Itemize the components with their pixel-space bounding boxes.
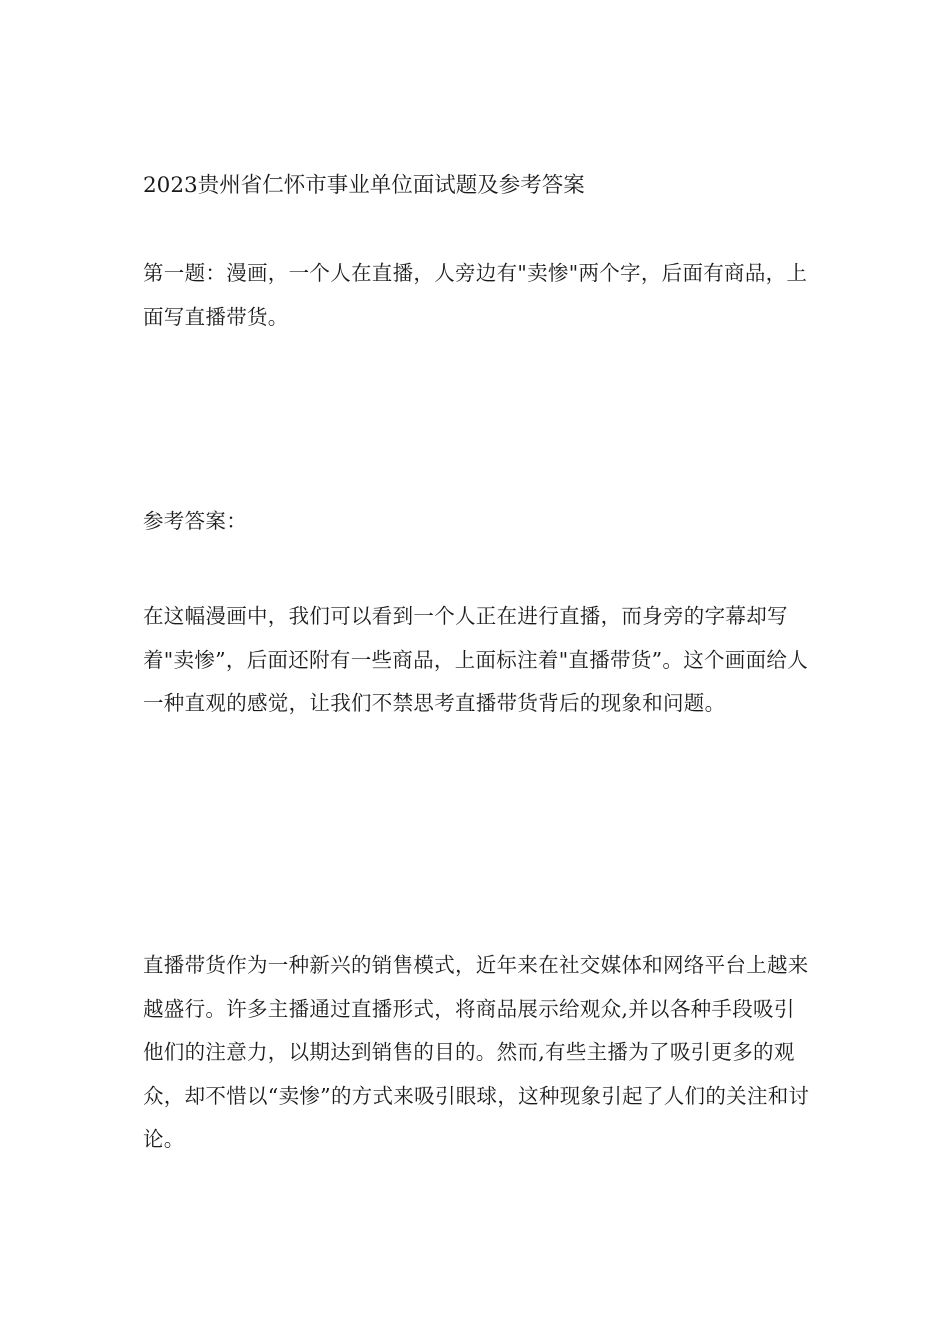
answer-paragraph-2: 直播带货作为一种新兴的销售模式，近年来在社交媒体和网络平台上越来越盛行。许多主播通过直播形式，将商品展示给观众,并以各种手段吸引他们的注意力，以期达到销售的目的。然而,有些主播为了吸引更多的观众，却不惜以“卖惨”的方式来吸引眼球，这种现象引起了人们的关注和讨论。 — [143, 953, 810, 1151]
answer-label: 参考答案： — [143, 509, 247, 533]
question-text: 第一题：漫画，一个人在直播，人旁边有"卖惨"两个字，后面有商品，上面写直播带货。 — [143, 261, 808, 329]
document-title: 2023贵州省仁怀市事业单位面试题及参考答案 — [143, 173, 585, 198]
answer-paragraph-1: 在这幅漫画中，我们可以看到一个人正在进行直播，而身旁的字幕却写着"卖惨”，后面还附有一些商品，上面标注着"直播带货”。这个画面给人一种直观的感觉，让我们不禁思考直播带货背后的现象和问题。 — [143, 604, 809, 715]
